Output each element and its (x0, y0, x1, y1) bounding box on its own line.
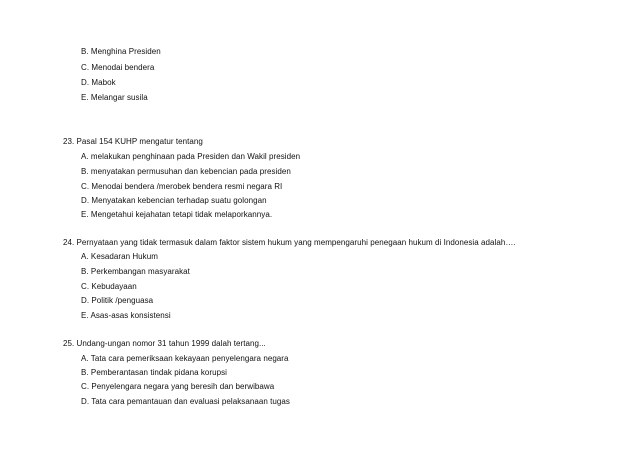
question-24-option-b: B. Perkembangan masyarakat (81, 267, 190, 276)
question-25-option-c: C. Penyelengara negara yang beresih dan berwibawa (81, 382, 275, 391)
question-25-option-d: D. Tata cara pemantauan dan evaluasi pelaksanaan tugas (81, 397, 290, 406)
question-25-option-b: B. Pemberantasan tindak pidana korupsi (81, 368, 227, 377)
question-24-stem: 24. Pernyataan yang tidak termasuk dalam faktor sistem hukum yang mempengaruhi penegaan hukum di Indonesia adalah…. (63, 238, 516, 247)
question-25-option-a: A. Tata cara pemeriksaan kekayaan penyelengara negara (81, 354, 289, 363)
question-24-option-c: C. Kebudayaan (81, 282, 137, 291)
option-c: C. Menodai bendera (81, 63, 155, 72)
question-25-stem: 25. Undang-ungan nomor 31 tahun 1999 dalah tertang... (63, 339, 266, 348)
option-d: D. Mabok (81, 78, 116, 87)
option-b: B. Menghina Presiden (81, 47, 161, 56)
question-23-option-b: B. menyatakan permusuhan dan kebencian pada presiden (81, 167, 291, 176)
question-23-option-d: D. Menyatakan kebencian terhadap suatu golongan (81, 196, 267, 205)
question-23-option-c: C. Menodai bendera /merobek bendera resmi negara RI (81, 182, 283, 191)
question-24-option-e: E. Asas-asas konsistensi (81, 311, 171, 320)
question-23-option-e: E. Mengetahui kejahatan tetapi tidak melaporkannya. (81, 210, 273, 219)
question-24-option-d: D. Politik /penguasa (81, 296, 154, 305)
question-24-option-a: A. Kesadaran Hukum (81, 252, 158, 261)
question-23-option-a: A. melakukan penghinaan pada Presiden dan Wakil presiden (81, 152, 301, 161)
question-23-stem: 23. Pasal 154 KUHP mengatur tentang (63, 137, 203, 146)
option-e: E. Melangar susila (81, 93, 148, 102)
